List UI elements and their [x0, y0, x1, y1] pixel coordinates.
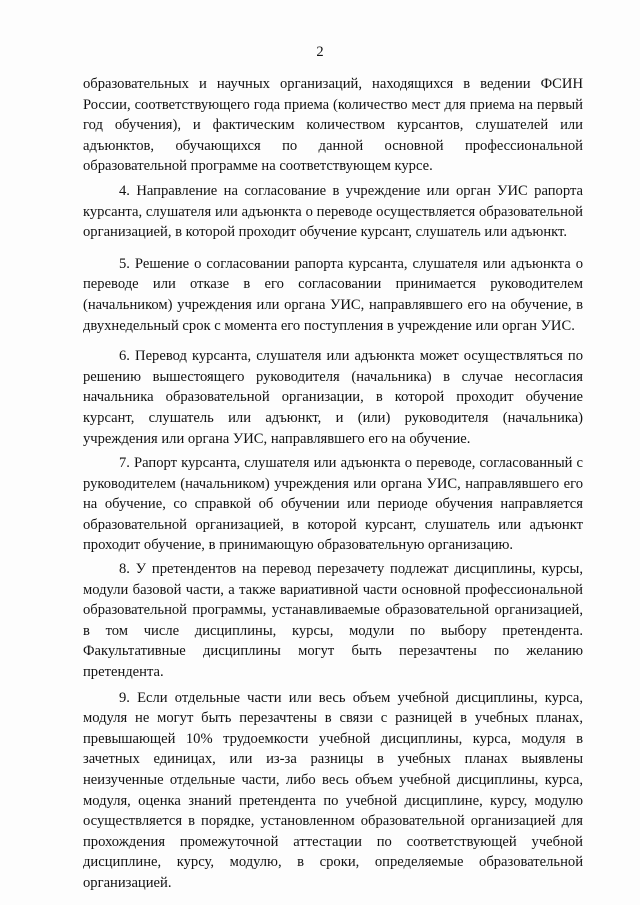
paragraph-5: 5. Решение о согласовании рапорта курсанта, слушателя или адъюнкта о переводе или отказе в его согласовании принимается руководителем (начальником) учреждения или органа УИС, направлявшего его на обучение, в двухнедельный срок с момента его поступления в учреждение или орган УИС.: [83, 255, 583, 334]
document-body: [83, 74, 583, 894]
paragraph-6: 6. Перевод курсанта, слушателя или адъюнкта может осуществляться по решению вышестоящего руководителя (начальника) в случае несогласия начальника образовательной организации, в которой проходит обучение курсант, слушатель или адъюнкт, и (или) руководителя (начальника) учреждения или органа УИС, направлявшего его на обучение.: [83, 348, 583, 447]
paragraph-4: 4. Направление на согласование в учреждение или орган УИС рапорта курсанта, слушателя или адъюнкта о переводе осуществляется образовательной организацией, в которой проходит обучение курсант, слушатель или адъюнкт.: [83, 182, 583, 241]
paragraph-8: 8. У претендентов на перевод перезачету подлежат дисциплины, курсы, модули базовой части, а также вариативной части основной профессиональной образовательной программы, устанавливаемые образовательной организацией, в том числе дисциплины, курсы, модули по выбору претендента. Факультативные дисциплины могут быть перезачтены по желанию претендента.: [83, 561, 583, 681]
paragraph-7: 7. Рапорт курсанта, слушателя или адъюнкта о переводе, согласованный с руководителем (начальником) учреждения или органа УИС, направлявшего его на обучение, со справкой об обучении или периоде обучения направляется образовательной организацией, в которой курсант, слушатель или адъюнкт проходит обучение, в принимающую образовательную организацию.: [83, 455, 583, 554]
paragraph-continuation: образовательных и научных организаций, находящихся в ведении ФСИН России, соответствующего года приема (количество мест для приема на первый год обучения), и фактическим количеством курсантов, слушателей или адъюнктов, обучающихся по данной основной профессиональной образовательной программе на соответствующем курсе.: [83, 76, 583, 175]
page-number: 2: [316, 44, 324, 60]
paragraph-9: 9. Если отдельные части или весь объем учебной дисциплины, курса, модуля не могут быть перезачтены в связи с разницей в учебных планах, превышающей 10% трудоемкости учебной дисциплины, курса, модуля в зачетных единицах, или из-за разницы в учебных планах выявлены неизученные отдельные части, либо весь объем учебной дисциплины, курса, модуля, оценка знаний претендента по учебной дисциплине, курсу, модулю осуществляется в порядке, установленном образовательной организацией для прохождения промежуточной аттестации по соответствующей учебной дисциплине, курсу, модулю, в сроки, определяемые образовательной организацией.: [83, 689, 583, 891]
